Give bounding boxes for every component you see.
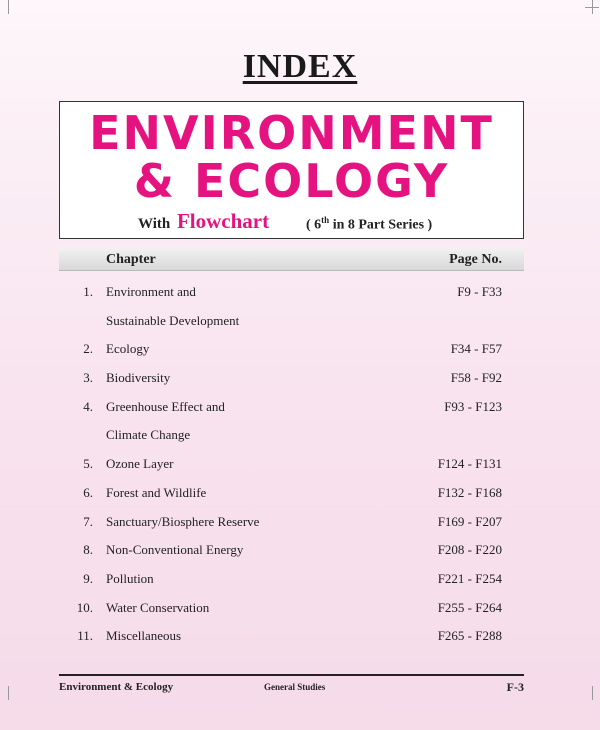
chapter-name: Climate Change <box>106 427 191 443</box>
chapter-number: 8. <box>83 542 93 558</box>
chapter-pages: F34 - F57 <box>450 341 502 357</box>
chapter-pages: F265 - F288 <box>437 628 502 644</box>
title-box <box>59 101 524 239</box>
crop-mark <box>592 686 593 700</box>
footer-subject: General Studies <box>264 682 326 692</box>
chapter-row <box>59 395 524 424</box>
table-header <box>59 247 524 271</box>
series-note <box>306 215 432 234</box>
index-title: INDEX <box>242 48 358 85</box>
chapter-name: Pollution <box>106 570 154 586</box>
chapter-name: Water Conservation <box>106 599 210 615</box>
subtitle-row <box>138 209 269 234</box>
crop-mark <box>8 686 9 700</box>
crop-mark <box>585 7 599 8</box>
subtitle-with: With <box>138 216 171 232</box>
chapter-row <box>59 510 524 539</box>
chapter-number: 10. <box>76 599 93 615</box>
chapter-name: Forest and Wildlife <box>106 484 207 500</box>
series-sup: th <box>321 215 330 225</box>
chapter-pages: F9 - F33 <box>457 284 502 299</box>
series-open: ( 6 <box>306 217 322 233</box>
chapter-name: Biodiversity <box>106 370 171 386</box>
chapter-number: 6. <box>83 484 93 500</box>
chapter-row <box>59 309 524 338</box>
chapter-row <box>59 337 524 366</box>
chapter-name: Miscellaneous <box>106 628 182 644</box>
chapter-pages: F208 - F220 <box>437 542 502 558</box>
chapter-row <box>59 280 524 309</box>
chapter-list <box>59 280 524 653</box>
chapter-row <box>59 481 524 510</box>
chapter-pages: F93 - F123 <box>444 398 502 414</box>
chapter-number: 2. <box>83 341 93 357</box>
chapter-row <box>59 567 524 596</box>
chapter-pages: F221 - F254 <box>437 570 502 586</box>
chapter-name: Non-Conventional Energy <box>106 542 244 558</box>
chapter-row <box>59 452 524 481</box>
chapter-number: 11. <box>77 628 93 644</box>
chapter-name: Greenhouse Effect and <box>106 398 225 414</box>
chapter-row <box>59 366 524 395</box>
chapter-name: Sustainable Development <box>106 312 240 328</box>
chapter-name: Sanctuary/Biosphere Reserve <box>106 513 260 529</box>
chapter-name: Environment and <box>106 284 196 299</box>
chapter-row <box>59 596 524 625</box>
chapter-row <box>59 538 524 567</box>
footer-book-title: Environment & Ecology <box>59 681 174 693</box>
headline-ecology: & ECOLOGY <box>133 154 450 208</box>
series-rest: in 8 Part Series ) <box>329 217 433 233</box>
chapter-number: 4. <box>83 398 93 414</box>
chapter-pages: F255 - F264 <box>437 599 502 615</box>
chapter-name: Ozone Layer <box>106 456 174 472</box>
crop-mark <box>8 0 9 14</box>
subtitle-flowchart: Flowchart <box>176 209 270 233</box>
chapter-number: 5. <box>83 456 93 472</box>
chapter-pages: F169 - F207 <box>437 513 502 529</box>
chapter-number: 3. <box>83 370 93 386</box>
chapter-number: 1. <box>83 284 93 299</box>
chapter-row <box>59 423 524 452</box>
chapter-pages: F58 - F92 <box>450 370 502 386</box>
headline-environment: ENVIRONMENT <box>89 106 494 160</box>
chapter-name: Ecology <box>106 341 150 357</box>
chapter-number: 7. <box>83 513 93 529</box>
chapter-row <box>59 624 524 653</box>
chapter-number: 9. <box>83 570 93 586</box>
chapter-pages: F132 - F168 <box>437 484 502 500</box>
footer-page-number: F-3 <box>506 680 524 694</box>
header-chapter: Chapter <box>106 252 156 267</box>
footer-divider <box>59 674 524 676</box>
chapter-pages: F124 - F131 <box>437 456 502 472</box>
header-page-no: Page No. <box>449 252 502 267</box>
